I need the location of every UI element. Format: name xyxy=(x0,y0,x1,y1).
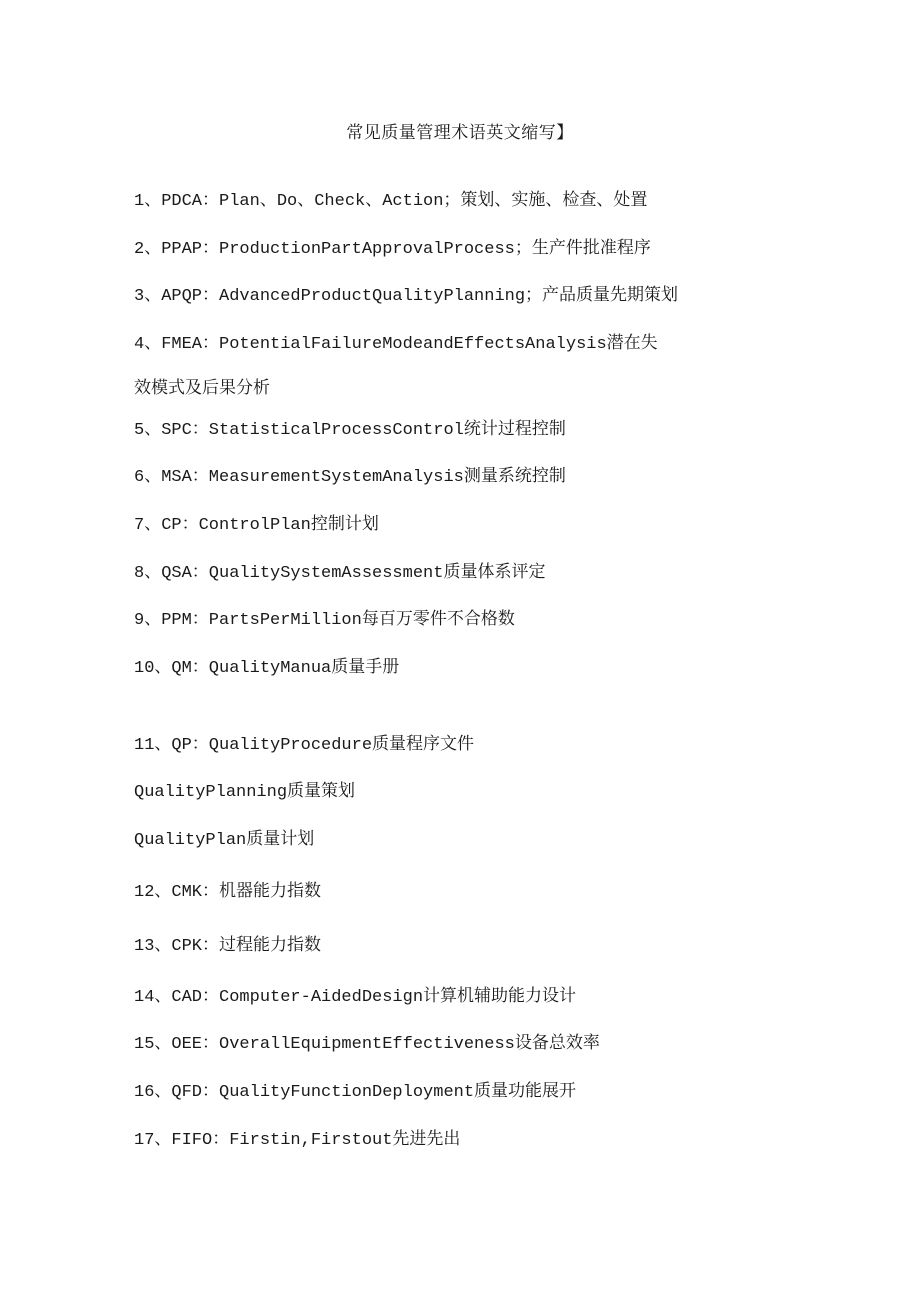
term-item-fifo: 17、FIFO：Firstin,Firstout先进先出 xyxy=(134,1131,461,1150)
term-item-qfd: 16、QFD：QualityFunctionDeployment质量功能展开 xyxy=(134,1083,577,1102)
term-item-ppm: 9、PPM：PartsPerMillion每百万零件不合格数 xyxy=(134,611,515,630)
term-item-cp: 7、CP：ControlPlan控制计划 xyxy=(134,516,379,535)
term-item-msa: 6、MSA：MeasurementSystemAnalysis测量系统控制 xyxy=(134,468,566,487)
term-item-cpk: 13、CPK：过程能力指数 xyxy=(134,937,322,956)
term-item-pdca: 1、PDCA：Plan、Do、Check、Action；策划、实施、检查、处置 xyxy=(134,192,648,211)
term-item-quality-planning: QualityPlanning质量策划 xyxy=(134,783,356,802)
term-item-qp: 11、QP：QualityProcedure质量程序文件 xyxy=(134,736,475,755)
term-item-qm: 10、QM：QualityManua质量手册 xyxy=(134,659,400,678)
term-item-oee: 15、OEE：OverallEquipmentEffectiveness设备总效率 xyxy=(134,1035,600,1054)
term-item-fmea-continued: 效模式及后果分析 xyxy=(134,378,270,398)
term-item-cmk: 12、CMK：机器能力指数 xyxy=(134,883,322,902)
term-item-cad: 14、CAD：Computer-AidedDesign计算机辅助能力设计 xyxy=(134,988,577,1007)
term-item-qsa: 8、QSA：QualitySystemAssessment质量体系评定 xyxy=(134,564,546,583)
term-item-spc: 5、SPC：StatisticalProcessControl统计过程控制 xyxy=(134,421,566,440)
term-item-ppap: 2、PPAP：ProductionPartApprovalProcess；生产件批准程序 xyxy=(134,240,651,259)
term-item-fmea: 4、FMEA：PotentialFailureModeandEffectsAnalysis潜在失 xyxy=(134,335,658,354)
term-item-quality-plan: QualityPlan质量计划 xyxy=(134,831,315,850)
term-item-apqp: 3、APQP：AdvancedProductQualityPlanning；产品质量先期策划 xyxy=(134,287,679,306)
page-title: 常见质量管理术语英文缩写】 xyxy=(346,123,574,143)
